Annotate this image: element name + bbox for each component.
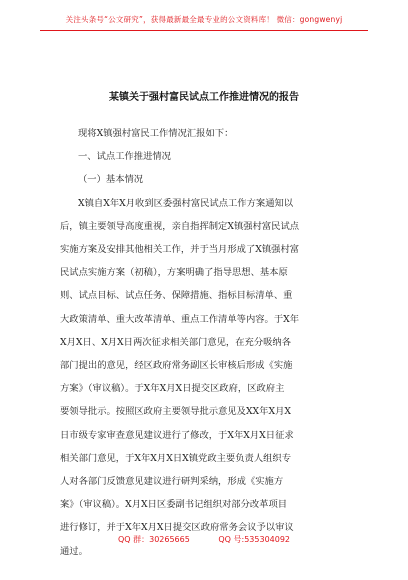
paragraph-line: X月X日、X月X日两次征求相关部门意见，在充分吸纳各 — [60, 336, 292, 348]
paragraph-line: 相关部门意见，于X年X月X日X镇党政主要负责人组织专 — [60, 452, 292, 464]
document-title: 某镇关于强村富民试点工作推进情况的报告 — [109, 92, 299, 103]
paragraph-line: 则、试点目标、试点任务、保障措施、指标目标清单、重 — [60, 290, 293, 302]
section-heading: 一、试点工作推进情况 — [78, 151, 171, 163]
paragraph-line: 部门提出的意见，经区政府常务副区长审核后形成《实施 — [60, 360, 293, 372]
subsection-heading: （一）基本情况 — [78, 174, 144, 186]
header-divider — [40, 30, 368, 31]
paragraph-line: X镇自X年X月收到区委强村富民试点工作方案通知以 — [78, 197, 294, 209]
paragraph-line: 要领导批示。按照区政府主要领导批示意见及XX年X月X — [60, 406, 292, 418]
paragraph-line: 方案》（审议稿）。于X年X月X日提交区政府，区政府主 — [60, 383, 285, 395]
paragraph-intro: 现将X镇强村富民工作情况汇报如下： — [78, 128, 234, 139]
paragraph-line: 民试点实施方案（初稿），方案明确了指导思想、基本原 — [60, 267, 288, 279]
paragraph-line: 实施方案及安排其他相关工作，并于当月形成了X镇强村富 — [60, 244, 300, 256]
header-banner: 关注头条号“公文研究”，获得最新最全最专业的公文资料库！ 微信：gongwenyj — [65, 15, 343, 24]
footer-qq-number: QQ 号:535304092 — [218, 535, 291, 544]
paragraph-line: 案》（审议稿）。X月X日区委副书记组织对部分改革项目 — [60, 499, 288, 511]
paragraph-line: 大政策清单、重大改革清单、重点工作清单等内容。于X年 — [60, 313, 300, 325]
paragraph-line: 进行修订，并于X年X月X日提交区政府常务会议予以审议 — [60, 522, 294, 534]
footer-qq-group: QQ 群：30265665 — [117, 535, 190, 544]
paragraph-line: 人对各部门反馈意见建议进行研判采纳，形成《实施方 — [60, 476, 284, 488]
document-body — [60, 122, 352, 563]
paragraph-line: 日市级专家审查意见建议进行了修改，于X年X月X日征求 — [60, 429, 294, 441]
footer-contact — [0, 534, 408, 545]
paragraph-line: 通过。 — [60, 545, 88, 557]
paragraph-line: 后，镇主要领导高度重视，亲自指挥制定X镇强村富民试点 — [60, 220, 300, 232]
